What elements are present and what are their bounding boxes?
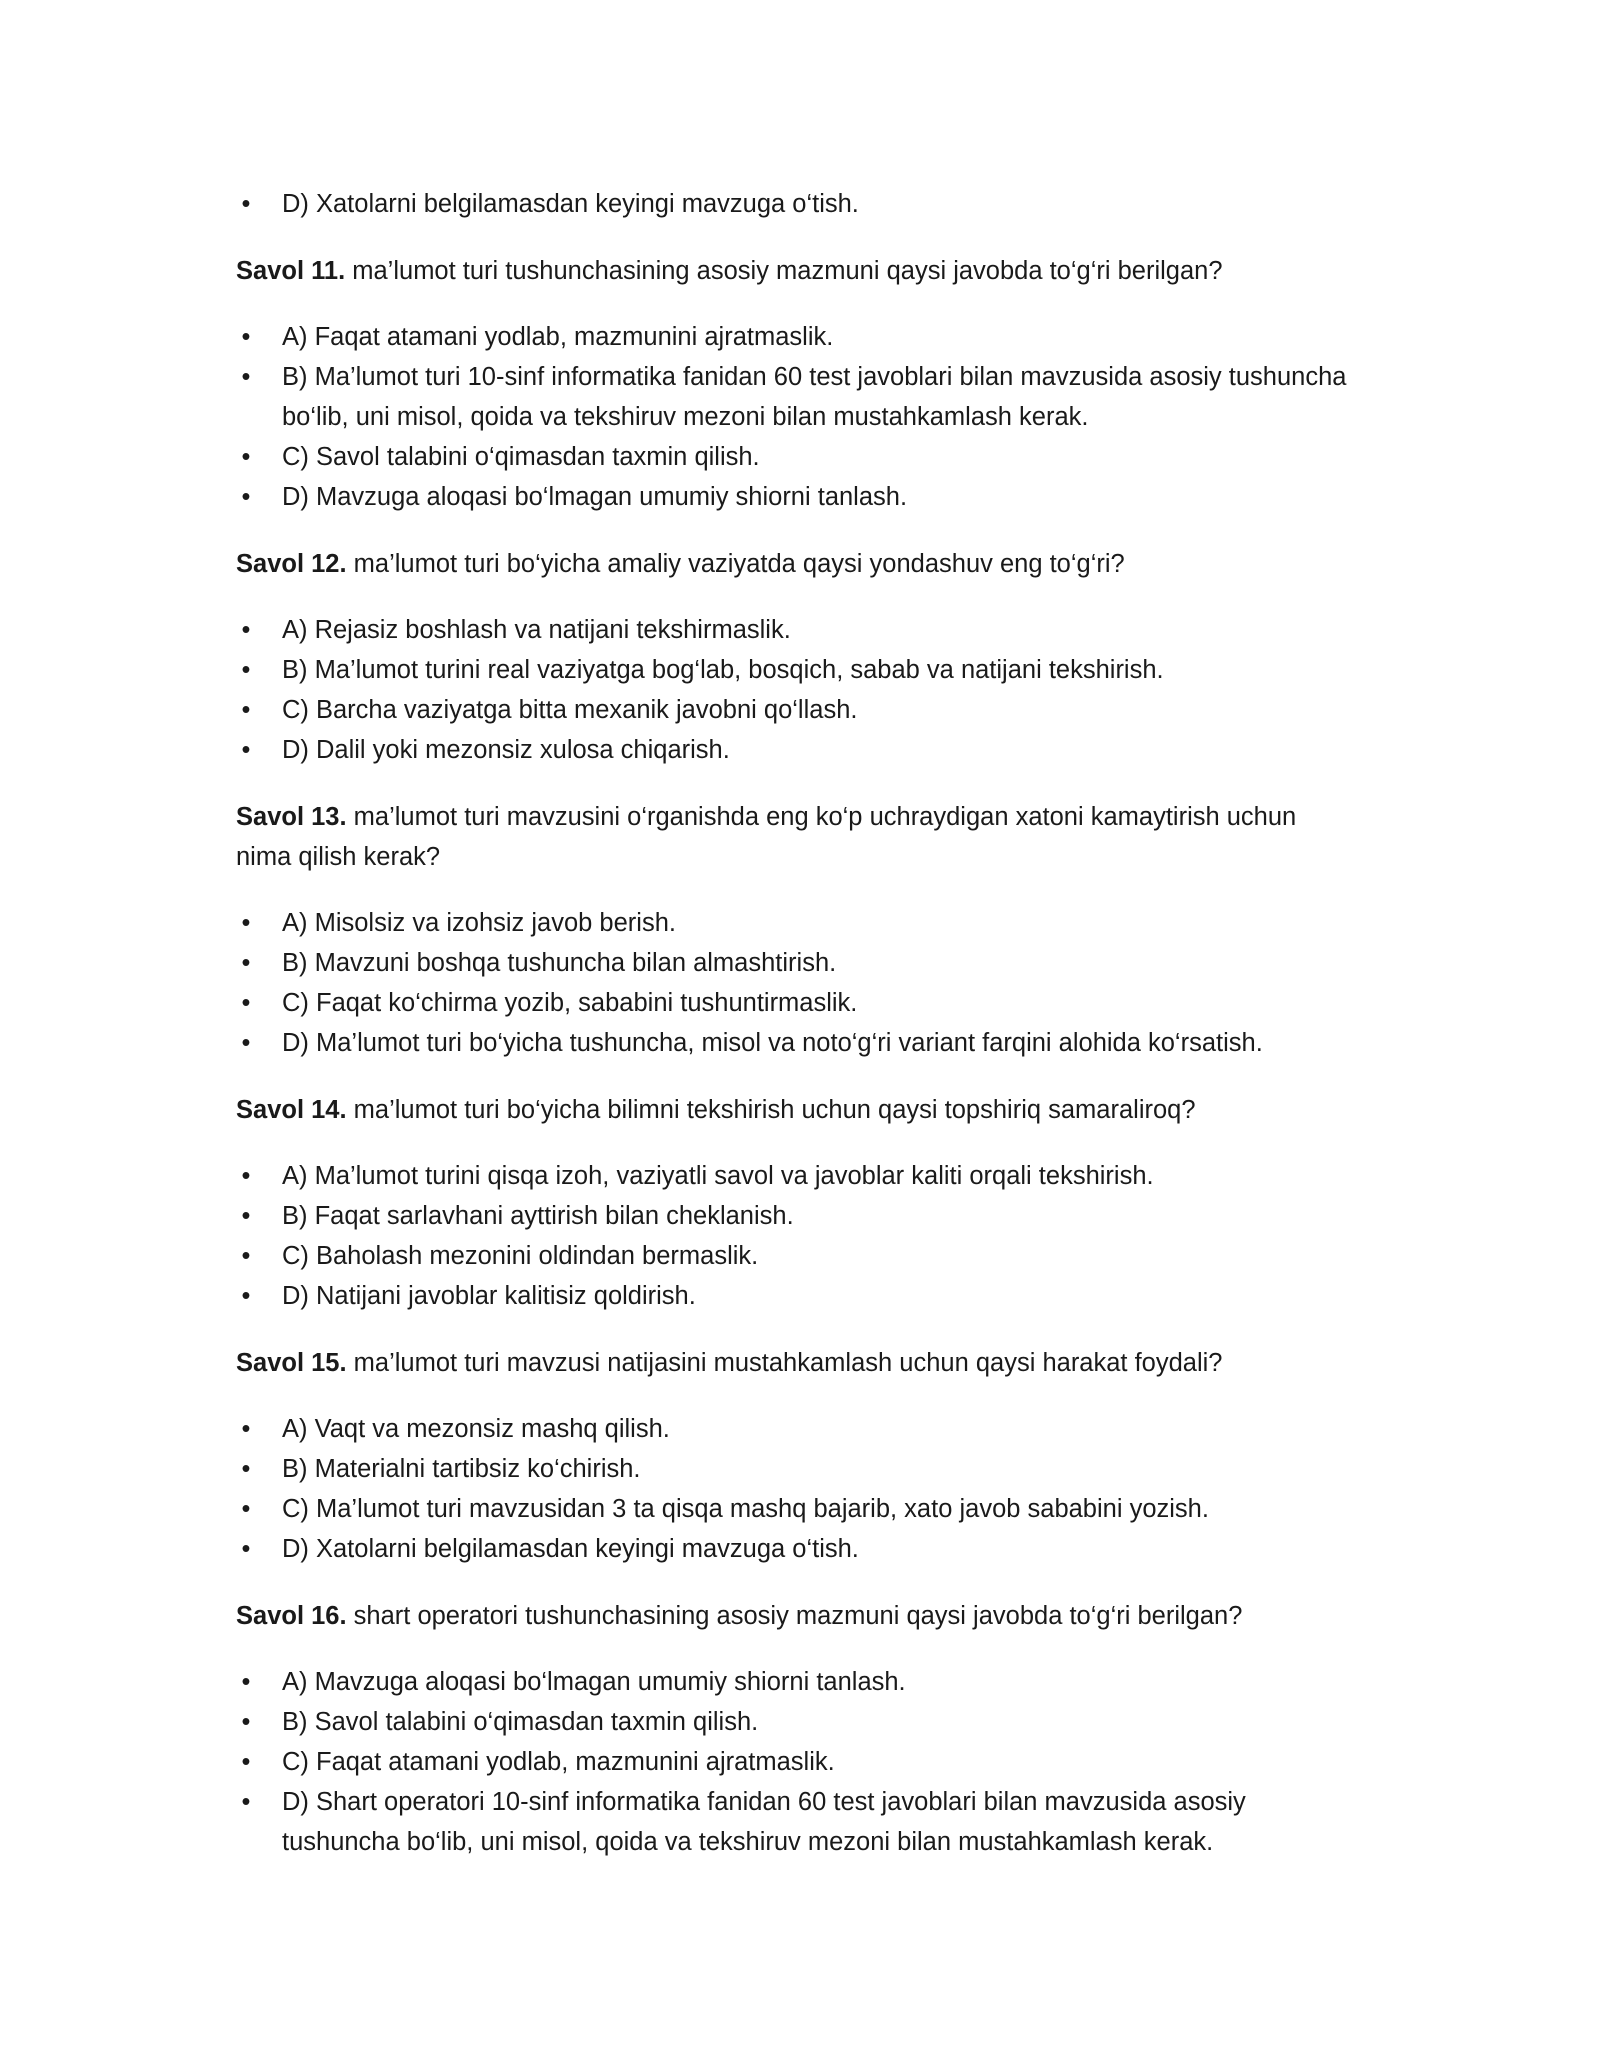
bullet-icon: • (241, 909, 251, 937)
option-list (236, 1409, 1356, 1569)
document-page (236, 184, 1356, 1862)
bullet-icon: • (241, 696, 251, 724)
question-block (236, 1090, 1356, 1316)
bullet-icon: • (241, 1748, 251, 1776)
option-list (236, 903, 1356, 1063)
answer-option (236, 357, 1356, 437)
question-label: Savol 14. (236, 1096, 347, 1124)
question-list (236, 251, 1356, 1862)
option-list (236, 1662, 1356, 1862)
option-text: B) Ma’lumot turi 10-sinf informatika fanidan 60 test javoblari bilan mavzusida asosiy tushuncha bo‘lib, uni misol, qoida va tekshiruv mezoni bilan mustahkamlash kerak. (282, 363, 1347, 431)
answer-option (236, 1489, 1356, 1529)
bullet-icon: • (241, 1242, 251, 1270)
option-text: D) Mavzuga aloqasi bo‘lmagan umumiy shiorni tanlash. (282, 483, 908, 511)
question-label: Savol 16. (236, 1602, 347, 1630)
question-text (236, 1090, 1356, 1130)
bullet-icon: • (241, 443, 251, 471)
option-text: A) Misolsiz va izohsiz javob berish. (282, 909, 676, 937)
option-list (236, 317, 1356, 517)
option-text: D) Ma’lumot turi bo‘yicha tushuncha, misol va noto‘g‘ri variant farqini alohida ko‘rsatish. (282, 1029, 1263, 1057)
option-text: D) Shart operatori 10-sinf informatika fanidan 60 test javoblari bilan mavzusida asosiy tushuncha bo‘lib, uni misol, qoida va tekshiruv mezoni bilan mustahkamlash kerak. (282, 1788, 1246, 1856)
bullet-icon: • (241, 1029, 251, 1057)
bullet-icon: • (241, 1535, 251, 1563)
option-list (236, 1156, 1356, 1316)
option-text: C) Savol talabini o‘qimasdan taxmin qilish. (282, 443, 760, 471)
answer-option (236, 943, 1356, 983)
option-text: C) Faqat ko‘chirma yozib, sababini tushuntirmaslik. (282, 989, 858, 1017)
answer-option (236, 1702, 1356, 1742)
answer-option (236, 1449, 1356, 1489)
bullet-icon: • (241, 736, 251, 764)
question-body: ma’lumot turi bo‘yicha bilimni tekshirish uchun qaysi topshiriq samaraliroq? (346, 1096, 1196, 1124)
intro-option-list (236, 184, 1356, 224)
option-text: D) Xatolarni belgilamasdan keyingi mavzuga o‘tish. (282, 190, 859, 218)
option-text: A) Vaqt va mezonsiz mashq qilish. (282, 1415, 670, 1443)
bullet-icon: • (241, 949, 251, 977)
option-text: B) Savol talabini o‘qimasdan taxmin qilish. (282, 1708, 759, 1736)
question-text (236, 1596, 1356, 1636)
answer-option (236, 1742, 1356, 1782)
answer-option (236, 650, 1356, 690)
bullet-icon: • (241, 1282, 251, 1310)
bullet-icon: • (241, 1415, 251, 1443)
bullet-icon: • (241, 363, 251, 391)
option-text: B) Materialni tartibsiz ko‘chirish. (282, 1455, 641, 1483)
answer-option (236, 1196, 1356, 1236)
option-text: A) Ma’lumot turini qisqa izoh, vaziyatli savol va javoblar kaliti orqali tekshirish. (282, 1162, 1154, 1190)
question-block (236, 1596, 1356, 1862)
option-text: B) Faqat sarlavhani ayttirish bilan cheklanish. (282, 1202, 794, 1230)
answer-option (236, 1236, 1356, 1276)
answer-option (236, 903, 1356, 943)
answer-option (236, 437, 1356, 477)
answer-option (236, 1023, 1356, 1063)
bullet-icon: • (241, 1202, 251, 1230)
option-text: A) Rejasiz boshlash va natijani tekshirmaslik. (282, 616, 791, 644)
question-label: Savol 12. (236, 550, 347, 578)
option-text: B) Ma’lumot turini real vaziyatga bog‘lab, bosqich, sabab va natijani tekshirish. (282, 656, 1164, 684)
bullet-icon: • (241, 1668, 251, 1696)
question-text (236, 1343, 1356, 1383)
question-block (236, 251, 1356, 517)
question-body: ma’lumot turi mavzusi natijasini mustahkamlash uchun qaysi harakat foydali? (346, 1349, 1223, 1377)
answer-option (236, 1529, 1356, 1569)
option-text: A) Faqat atamani yodlab, mazmunini ajratmaslik. (282, 323, 834, 351)
bullet-icon: • (241, 190, 251, 218)
option-text: D) Xatolarni belgilamasdan keyingi mavzuga o‘tish. (282, 1535, 859, 1563)
bullet-icon: • (241, 323, 251, 351)
question-block (236, 544, 1356, 770)
answer-option (236, 983, 1356, 1023)
option-text: C) Barcha vaziyatga bitta mexanik javobni qo‘llash. (282, 696, 858, 724)
option-text: A) Mavzuga aloqasi bo‘lmagan umumiy shiorni tanlash. (282, 1668, 906, 1696)
question-block (236, 797, 1356, 1063)
option-text: C) Ma’lumot turi mavzusidan 3 ta qisqa mashq bajarib, xato javob sababini yozish. (282, 1495, 1209, 1523)
question-text (236, 797, 1356, 877)
answer-option (236, 1782, 1356, 1862)
question-body: ma’lumot turi mavzusini o‘rganishda eng ko‘p uchraydigan xatoni kamaytirish uchun nima qilish kerak? (236, 803, 1297, 871)
answer-option (236, 1276, 1356, 1316)
answer-option (236, 690, 1356, 730)
answer-option (236, 610, 1356, 650)
answer-option (236, 317, 1356, 357)
answer-option (236, 477, 1356, 517)
option-text: C) Faqat atamani yodlab, mazmunini ajratmaslik. (282, 1748, 835, 1776)
question-label: Savol 11. (236, 257, 346, 285)
bullet-icon: • (241, 989, 251, 1017)
bullet-icon: • (241, 616, 251, 644)
answer-option (236, 730, 1356, 770)
option-text: B) Mavzuni boshqa tushuncha bilan almashtirish. (282, 949, 837, 977)
question-body: ma’lumot turi bo‘yicha amaliy vaziyatda qaysi yondashuv eng to‘g‘ri? (346, 550, 1125, 578)
answer-option (236, 1662, 1356, 1702)
answer-option (236, 184, 1356, 224)
question-label: Savol 13. (236, 803, 347, 831)
bullet-icon: • (241, 1455, 251, 1483)
bullet-icon: • (241, 483, 251, 511)
answer-option (236, 1409, 1356, 1449)
bullet-icon: • (241, 1495, 251, 1523)
option-text: C) Baholash mezonini oldindan bermaslik. (282, 1242, 759, 1270)
option-list (236, 610, 1356, 770)
bullet-icon: • (241, 1708, 251, 1736)
question-block (236, 1343, 1356, 1569)
option-text: D) Natijani javoblar kalitisiz qoldirish. (282, 1282, 696, 1310)
question-body: ma’lumot turi tushunchasining asosiy mazmuni qaysi javobda to‘g‘ri berilgan? (345, 257, 1223, 285)
bullet-icon: • (241, 1788, 251, 1816)
bullet-icon: • (241, 656, 251, 684)
question-text (236, 251, 1356, 291)
option-text: D) Dalil yoki mezonsiz xulosa chiqarish. (282, 736, 730, 764)
question-text (236, 544, 1356, 584)
question-body: shart operatori tushunchasining asosiy mazmuni qaysi javobda to‘g‘ri berilgan? (346, 1602, 1243, 1630)
answer-option (236, 1156, 1356, 1196)
question-label: Savol 15. (236, 1349, 347, 1377)
bullet-icon: • (241, 1162, 251, 1190)
